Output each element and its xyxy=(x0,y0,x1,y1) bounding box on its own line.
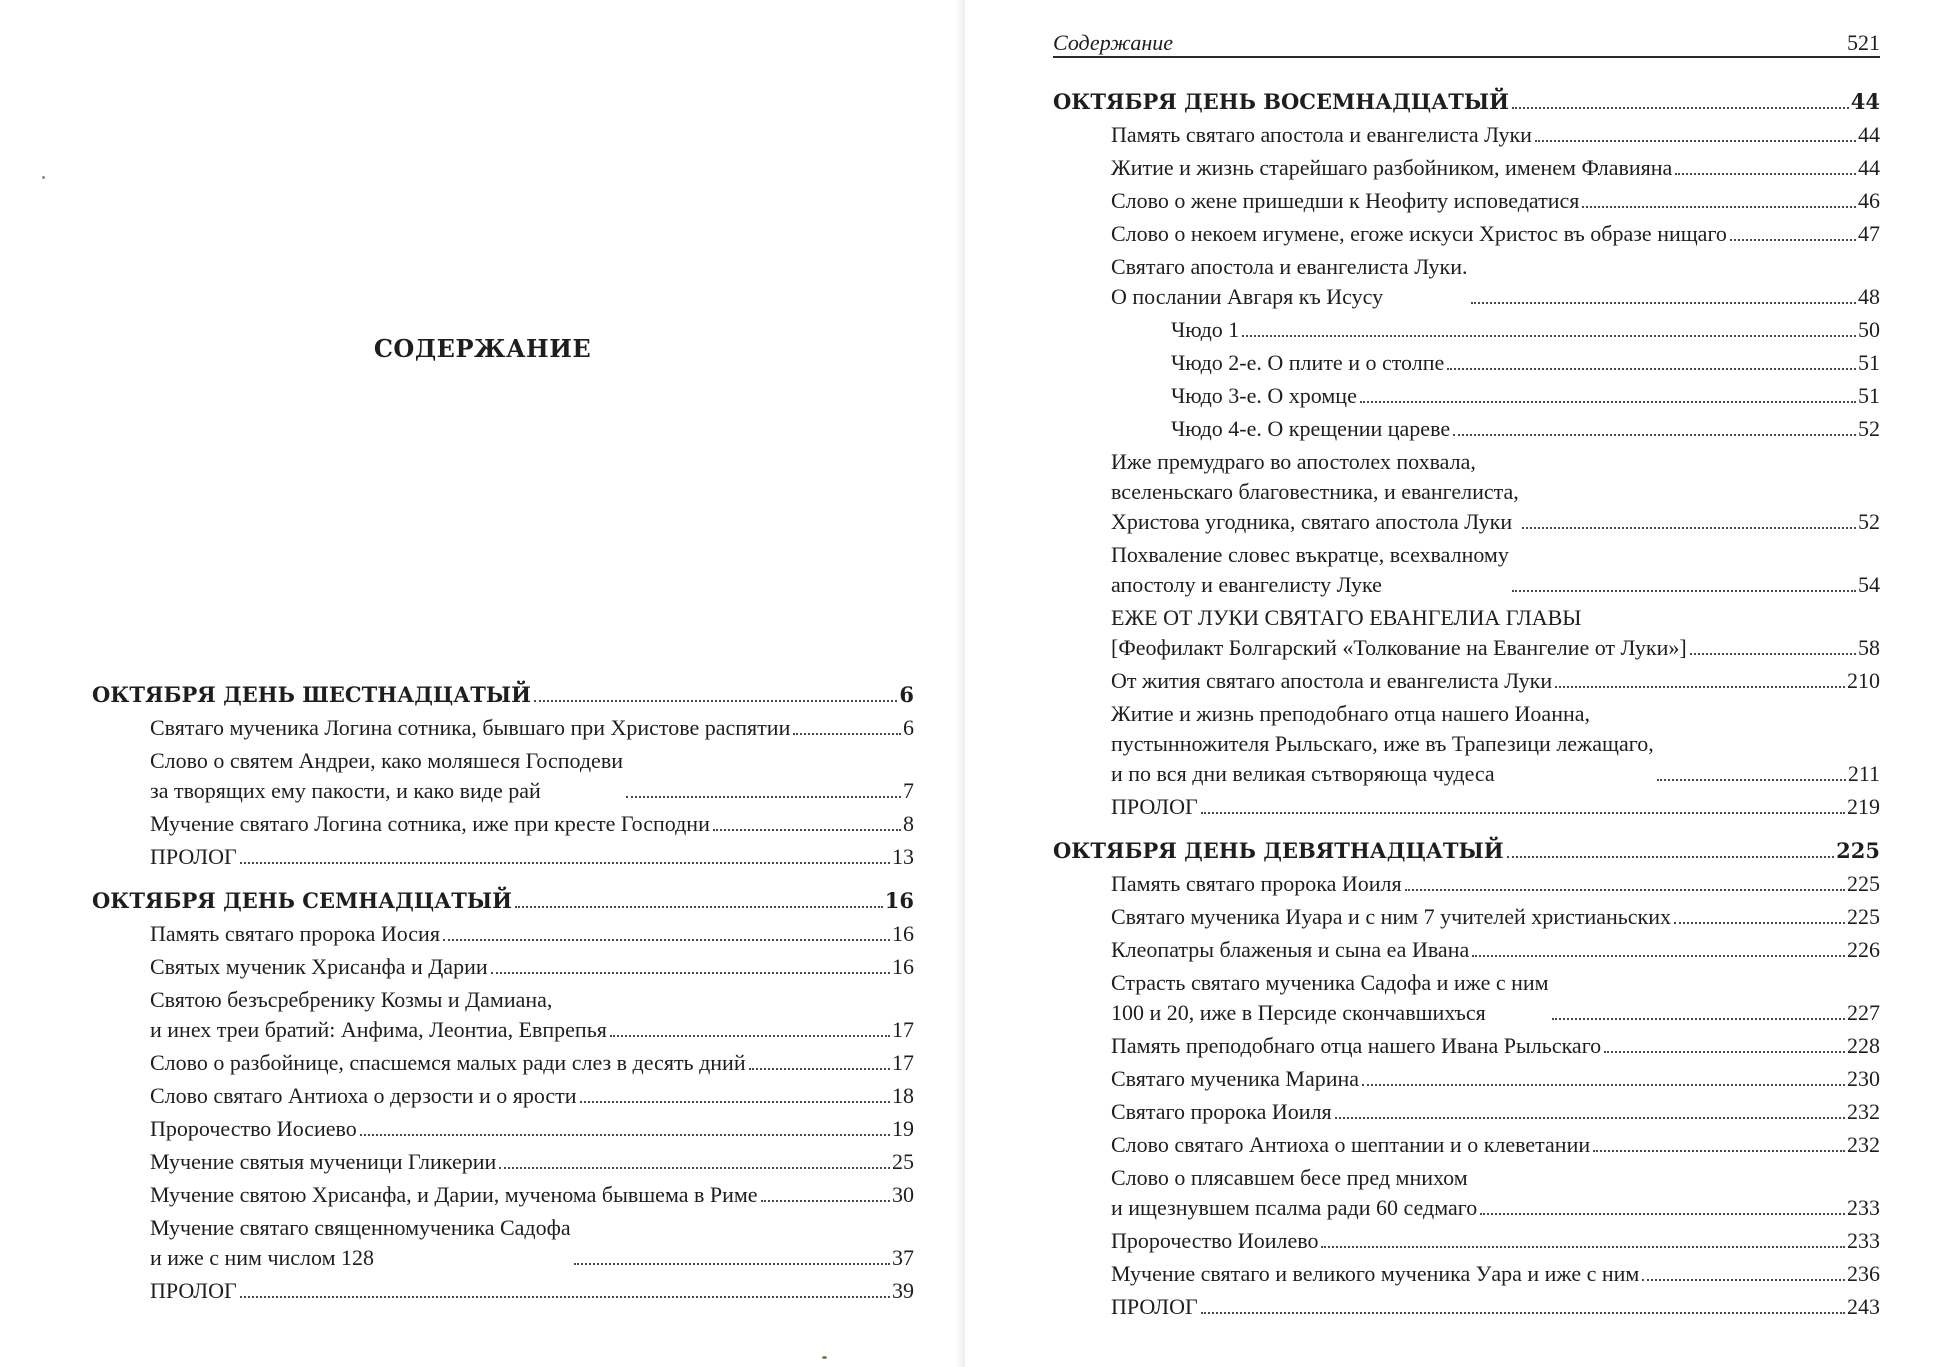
paper-speck xyxy=(42,176,45,179)
entry-page-number: 227 xyxy=(1847,1000,1880,1025)
entry-page-number: 225 xyxy=(1847,904,1880,929)
entry-page-number: 44 xyxy=(1858,122,1880,147)
toc-entry xyxy=(150,746,914,806)
dot-leader xyxy=(1535,140,1856,142)
entry-title: Память святаго пророка Иосия xyxy=(150,921,440,946)
entry-page-number: 25 xyxy=(892,1149,914,1174)
entry-title: Клеопатры блаженыя и сына еа Ивана xyxy=(1111,937,1470,962)
entry-title: Слово о святем Андреи, како моляшеся Господеви за творящих ему пакости, и како виде рай xyxy=(150,748,623,803)
toc-entry xyxy=(1111,902,1880,932)
toc-entry xyxy=(150,1180,914,1210)
toc-subentry xyxy=(1171,414,1880,444)
dot-leader xyxy=(1321,1246,1845,1248)
toc-entry xyxy=(150,1213,914,1273)
toc-entry xyxy=(1111,1031,1880,1061)
toc-entry xyxy=(1111,540,1880,600)
dot-leader xyxy=(626,796,901,798)
dot-leader xyxy=(793,733,901,735)
toc-entry xyxy=(150,985,914,1045)
right-page xyxy=(965,0,1935,1367)
entry-title: Мучение святаго Логина сотника, иже при кресте Господни xyxy=(150,811,710,836)
entry-page-number: 211 xyxy=(1847,761,1880,786)
dot-leader xyxy=(1730,239,1856,241)
entry-page-number: 30 xyxy=(892,1182,914,1207)
toc-entry xyxy=(150,713,914,743)
dot-leader xyxy=(1480,1213,1845,1215)
entry-title: От жития святаго апостола и евангелиста Луки xyxy=(1111,668,1553,693)
entry-title: ПРОЛОГ xyxy=(150,1278,237,1303)
dot-leader xyxy=(1360,401,1856,403)
section-heading xyxy=(92,680,914,710)
entry-title: Слово о некоем игумене, егоже искуси Христос въ образе нищаго xyxy=(1111,221,1727,246)
dot-leader xyxy=(1675,173,1856,175)
entry-page-number: 225 xyxy=(1847,871,1880,896)
dot-leader xyxy=(580,1101,890,1103)
entry-title: Память преподобнаго отца нашего Ивана Рыльскаго xyxy=(1111,1033,1602,1058)
dot-leader xyxy=(1657,779,1846,781)
entry-title: Слово о плясавшем бесе пред мнихом и ищезнувшем псалма ради 60 седмаго xyxy=(1111,1165,1478,1220)
toc-entry xyxy=(1111,1097,1880,1127)
toc-entry xyxy=(1111,1130,1880,1160)
entry-page-number: 210 xyxy=(1847,668,1880,693)
dot-leader xyxy=(1405,889,1845,891)
toc-entry xyxy=(1111,447,1880,537)
entry-title: Святаго мученика Марина xyxy=(1111,1066,1360,1091)
contents-heading: СОДЕРЖАНИЕ xyxy=(373,334,592,363)
toc-entry xyxy=(1111,1163,1880,1223)
entry-title: Слово о разбойнице, спасшемся малых ради слез в десять дний xyxy=(150,1050,746,1075)
entry-page-number: 17 xyxy=(892,1050,914,1075)
dot-leader xyxy=(761,1200,890,1202)
toc-entry xyxy=(150,809,914,839)
toc-entry xyxy=(1111,792,1880,822)
toc-entry xyxy=(1111,252,1880,312)
toc-entry xyxy=(150,1114,914,1144)
dot-leader xyxy=(1447,368,1856,370)
dot-leader xyxy=(240,1296,890,1298)
entry-page-number: 18 xyxy=(892,1083,914,1108)
entry-title: ОКТЯБРЯ ДЕНЬ ВОСЕМНАДЦАТЫЙ xyxy=(1053,89,1509,114)
dot-leader xyxy=(713,829,901,831)
entry-page-number: 50 xyxy=(1858,317,1880,342)
dot-leader xyxy=(1201,1312,1845,1314)
dot-leader xyxy=(1472,955,1845,957)
entry-title: Память святаго пророка Иоиля xyxy=(1111,871,1402,896)
entry-title: Пророчество Иосиево xyxy=(150,1116,357,1141)
dot-leader xyxy=(1335,1117,1845,1119)
entry-page-number: 16 xyxy=(892,954,914,979)
entry-page-number: 47 xyxy=(1858,221,1880,246)
toc-entry xyxy=(1111,699,1880,789)
toc-entry xyxy=(1111,1064,1880,1094)
entry-title: Святаго пророка Иоиля xyxy=(1111,1099,1332,1124)
entry-title: Иже премудраго во апостолех похвала, вселеньскаго благовестника, и евангелиста, Христова угодника, святаго апостола Луки xyxy=(1111,449,1519,534)
toc-entry xyxy=(150,919,914,949)
entry-title: Чюдо 2-е. О плите и о столпе xyxy=(1171,350,1445,375)
entry-page-number: 232 xyxy=(1847,1099,1880,1124)
toc-entry xyxy=(1111,935,1880,965)
section-heading xyxy=(1053,87,1880,117)
entry-title: Мучение святою Хрисанфа, и Дарии, мученома бывшема в Риме xyxy=(150,1182,758,1207)
entry-title: Мучение святаго и великого мученика Уара и иже с ним xyxy=(1111,1261,1640,1286)
entry-page-number: 52 xyxy=(1858,416,1880,441)
toc-entry xyxy=(1111,186,1880,216)
dot-leader xyxy=(240,862,890,864)
dot-leader xyxy=(534,700,897,702)
entry-title: Пророчество Иоилево xyxy=(1111,1228,1319,1253)
entry-page-number: 219 xyxy=(1847,794,1880,819)
dot-leader xyxy=(443,939,890,941)
entry-page-number: 230 xyxy=(1847,1066,1880,1091)
dot-leader xyxy=(491,972,890,974)
dot-leader xyxy=(1453,434,1856,436)
toc-entry xyxy=(150,842,914,872)
toc-subentry xyxy=(1171,348,1880,378)
toc-entry xyxy=(150,1081,914,1111)
dot-leader xyxy=(1522,527,1856,529)
entry-title: Память святаго апостола и евангелиста Луки xyxy=(1111,122,1532,147)
entry-page-number: 46 xyxy=(1858,188,1880,213)
running-header xyxy=(1053,22,1880,58)
left-page xyxy=(0,0,965,1367)
entry-page-number: 6 xyxy=(903,715,914,740)
toc-entry xyxy=(1111,666,1880,696)
entry-page-number: 17 xyxy=(892,1017,914,1042)
toc-entry xyxy=(1111,120,1880,150)
dot-leader xyxy=(1604,1051,1845,1053)
toc-subentry xyxy=(1171,315,1880,345)
entry-page-number: 37 xyxy=(892,1245,914,1270)
entry-title: Чюдо 1 xyxy=(1171,317,1240,342)
entry-title: Мучение святаго священномученика Садофа и иже с ним числом 128 xyxy=(150,1215,571,1270)
entry-page-number: 233 xyxy=(1847,1228,1880,1253)
entry-title: ОКТЯБРЯ ДЕНЬ ДЕВЯТНАДЦАТЫЙ xyxy=(1053,838,1504,863)
toc-subentry xyxy=(1171,381,1880,411)
entry-page-number: 226 xyxy=(1847,937,1880,962)
entry-title: Святою безъсребренику Козмы и Дамиана, и инех треи братий: Анфима, Леонтиа, Евпрепья xyxy=(150,987,607,1042)
dot-leader xyxy=(1552,1018,1845,1020)
dot-leader xyxy=(1593,1150,1845,1152)
dot-leader xyxy=(1471,302,1856,304)
entry-page-number: 16 xyxy=(884,888,914,913)
entry-title: Слово о жене пришедши к Неофиту исповедатися xyxy=(1111,188,1580,213)
entry-page-number: 58 xyxy=(1858,635,1880,660)
entry-title: ЕЖЕ ОТ ЛУКИ СВЯТАГО ЕВАНГЕЛИА ГЛАВЫ [Феофилакт Болгарский «Толкование на Евангелие от Луки»] xyxy=(1111,605,1687,660)
toc-entry xyxy=(150,1147,914,1177)
dot-leader xyxy=(360,1134,890,1136)
entry-page-number: 236 xyxy=(1847,1261,1880,1286)
entry-title: ОКТЯБРЯ ДЕНЬ СЕМНАДЦАТЫЙ xyxy=(92,888,512,913)
dot-leader xyxy=(1582,206,1856,208)
toc-entry xyxy=(1111,1226,1880,1256)
entry-title: Святых мученик Хрисанфа и Дарии xyxy=(150,954,488,979)
entry-page-number: 48 xyxy=(1858,284,1880,309)
toc-entry xyxy=(1111,153,1880,183)
entry-title: Святаго апостола и евангелиста Луки. О послании Авгаря къ Исусу xyxy=(1111,254,1468,309)
entry-title: ПРОЛОГ xyxy=(150,844,237,869)
entry-page-number: 8 xyxy=(903,811,914,836)
entry-page-number: 19 xyxy=(892,1116,914,1141)
entry-page-number: 52 xyxy=(1858,509,1880,534)
entry-page-number: 7 xyxy=(903,778,914,803)
toc-entry xyxy=(150,1048,914,1078)
entry-title: Страсть святаго мученика Садофа и иже с ним 100 и 20, иже в Персиде скончавшихъся xyxy=(1111,970,1549,1025)
toc-entry xyxy=(1111,869,1880,899)
dot-leader xyxy=(1690,653,1856,655)
entry-title: ОКТЯБРЯ ДЕНЬ ШЕСТНАДЦАТЫЙ xyxy=(92,682,531,707)
toc-entry xyxy=(1111,1259,1880,1289)
dot-leader xyxy=(749,1068,890,1070)
entry-page-number: 16 xyxy=(892,921,914,946)
entry-title: ПРОЛОГ xyxy=(1111,794,1198,819)
toc-entry xyxy=(1111,603,1880,663)
toc-entry xyxy=(1111,968,1880,1028)
table-of-contents-left xyxy=(92,680,914,1306)
entry-page-number: 232 xyxy=(1847,1132,1880,1157)
dot-leader xyxy=(1555,686,1845,688)
entry-title: Житие и жизнь старейшаго разбойником, именем Флавияна xyxy=(1111,155,1673,180)
running-title: Содержание xyxy=(1053,30,1174,55)
table-of-contents-right xyxy=(1053,87,1880,1322)
toc-entry xyxy=(150,1276,914,1306)
entry-page-number: 44 xyxy=(1858,155,1880,180)
entry-title: Святаго мученика Логина сотника, бывшаго при Христове распятии xyxy=(150,715,791,740)
dot-leader xyxy=(1507,856,1835,858)
entry-title: Чюдо 3-е. О хромце xyxy=(1171,383,1357,408)
dot-leader xyxy=(1674,922,1845,924)
entry-page-number: 44 xyxy=(1850,89,1880,114)
page-number: 521 xyxy=(1847,30,1880,55)
entry-page-number: 39 xyxy=(892,1278,914,1303)
dot-leader xyxy=(1512,590,1856,592)
dot-leader xyxy=(1242,335,1856,337)
dot-leader xyxy=(610,1035,890,1037)
entry-title: ПРОЛОГ xyxy=(1111,1294,1198,1319)
dot-leader xyxy=(1642,1279,1845,1281)
toc-entry xyxy=(1111,1292,1880,1322)
entry-title: Мучение святыя мученици Гликерии xyxy=(150,1149,497,1174)
dot-leader xyxy=(515,906,883,908)
entry-title: Похваление словес въкратце, всехвалному апостолу и евангелисту Луке xyxy=(1111,542,1509,597)
entry-title: Житие и жизнь преподобнаго отца нашего Иоанна, пустынножителя Рыльскаго, иже въ Трапезици лежащаго, и по вся дни великая сътворяюща чудеса xyxy=(1111,701,1654,786)
entry-page-number: 233 xyxy=(1847,1195,1880,1220)
toc-entry xyxy=(1111,219,1880,249)
entry-page-number: 54 xyxy=(1858,572,1880,597)
entry-page-number: 228 xyxy=(1847,1033,1880,1058)
entry-title: Чюдо 4-е. О крещении цареве xyxy=(1171,416,1451,441)
entry-title: Святаго мученика Иуара и с ним 7 учителей христианьских xyxy=(1111,904,1672,929)
toc-entry xyxy=(150,952,914,982)
entry-title: Слово святаго Антиоха о дерзости и о ярости xyxy=(150,1083,577,1108)
entry-page-number: 6 xyxy=(899,682,914,707)
section-heading xyxy=(1053,836,1880,866)
entry-title: Слово святаго Антиоха о шептании и о клеветании xyxy=(1111,1132,1591,1157)
dot-leader xyxy=(1362,1084,1845,1086)
entry-page-number: 225 xyxy=(1836,838,1880,863)
entry-page-number: 51 xyxy=(1858,383,1880,408)
entry-page-number: 13 xyxy=(892,844,914,869)
dot-leader xyxy=(1201,812,1845,814)
dot-leader xyxy=(1512,107,1849,109)
entry-page-number: 243 xyxy=(1847,1294,1880,1319)
entry-page-number: 51 xyxy=(1858,350,1880,375)
dot-leader xyxy=(499,1167,890,1169)
dot-leader xyxy=(574,1263,890,1265)
paper-speck xyxy=(822,1356,827,1359)
section-heading xyxy=(92,886,914,916)
